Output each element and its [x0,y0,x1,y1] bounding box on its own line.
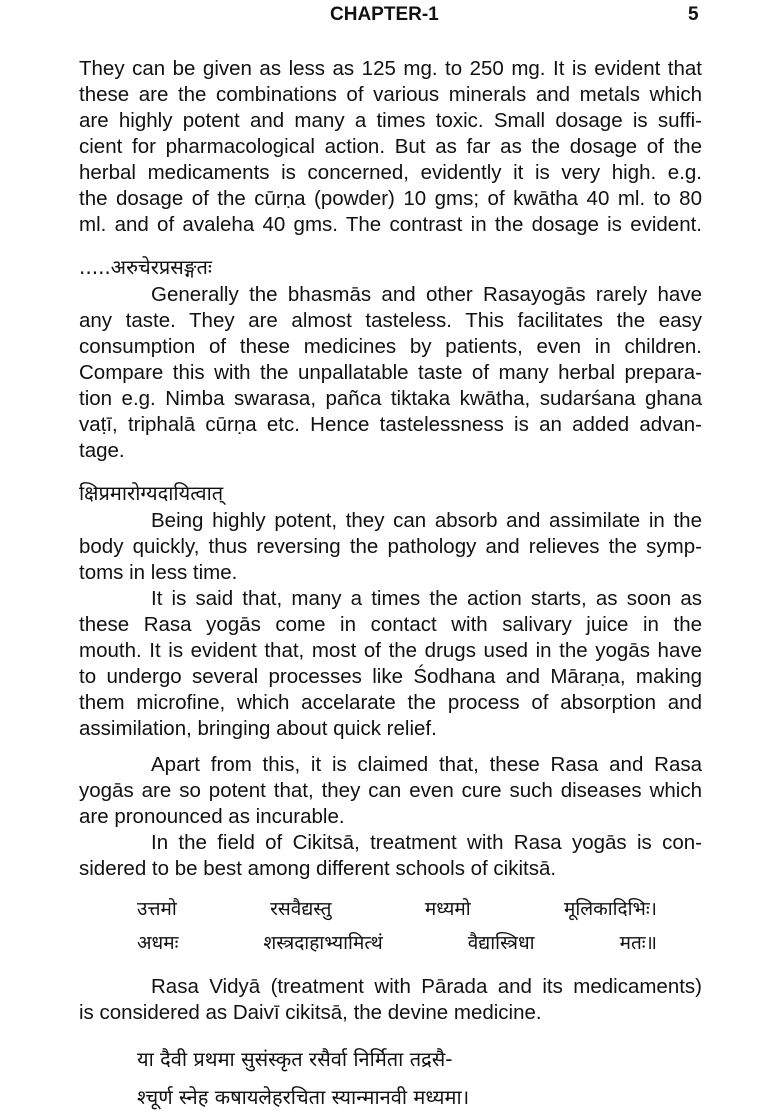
text-line: They can be given as less as 125 mg. to 250 mg. It is evident that [79,57,702,80]
text-line: toms in less time. [79,561,238,584]
text-line: yogās are so potent that, they can even cure such diseases which [79,779,702,802]
text-line: Being highly potent, they can absorb and assimilate in the [151,509,702,532]
verse-word: मतः॥ [619,932,657,954]
verse-word: शस्त्रदाहाभ्यामित्थं [263,932,383,954]
verse-line: श्चूर्ण स्नेह कषायलेहरचिता स्यान्मानवी मध्यमा। [137,1085,470,1109]
verse-word: उत्तमो [137,898,177,920]
text-line: the dosage of the cūrṇa (powder) 10 gms; of kwātha 40 ml. to 80 [79,187,702,210]
text-line: herbal medicaments is concerned, evidently it is very high. e.g. [79,161,702,184]
text-line: Compare this with the unpallatable taste of many herbal prepara- [79,361,702,384]
text-line: are highly potent and many a times toxic. Small dosage is suffi- [79,109,702,132]
text-line: is considered as Daivī cikitsā, the devine medicine. [79,1001,542,1024]
verse-word: अधमः [137,932,179,954]
text-line: are pronounced as incurable. [79,805,345,828]
sanskrit-heading-taste: .....अरुचेरप्रसङ्गतः [79,255,212,279]
sanskrit-heading-quick-relief: क्षिप्रमारोग्यदायित्वात् [79,481,224,505]
text-line: these are the combinations of various minerals and metals which [79,83,702,106]
text-line: them microfine, which accelarate the process of absorption and [79,691,702,714]
text-line: Generally the bhasmās and other Rasayogās rarely have [151,283,702,306]
paragraph-absorption [79,586,702,742]
text-line: body quickly, thus reversing the pathology and relieves the symp- [79,535,702,558]
text-line: ml. and of avaleha 40 gms. The contrast in the dosage is evident. [79,213,702,236]
text-line: sidered to be best among different schools of cikitsā. [79,857,557,880]
paragraph-dosage [79,56,702,238]
sanskrit-verse-daivi [79,1040,702,1116]
verse-word: वैद्यास्त्रिधा [467,932,535,954]
sanskrit-verse-classification [79,892,702,960]
text-line: cient for pharmacological action. But as far as the dosage of the [79,135,702,158]
page-number: 5 [688,4,699,25]
verse-line [137,926,657,960]
verse-line: या दैवी प्रथमा सुसंस्कृत रसैर्वा निर्मिता तद्रसै- [137,1047,453,1071]
page-header [0,4,780,28]
paragraph-rasa-vidya [79,974,702,1026]
text-line: tage. [79,439,125,462]
text-line: any taste. They are almost tasteless. This facilitates the easy [79,309,702,332]
paragraph-taste [79,282,702,464]
verse-word: रसवैद्यस्तु [270,898,332,920]
verse-word: मूलिकादिभिः। [563,898,657,920]
paragraph-cikitsa [79,830,702,882]
paragraph-incurable [79,752,702,830]
text-line: In the field of Cikitsā, treatment with Rasa yogās is con- [151,831,702,854]
text-line: to undergo several processes like Śodhana and Māraṇa, making [79,665,702,688]
text-line: consumption of these medicines by patients, even in children. [79,335,702,358]
text-line: Rasa Vidyā (treatment with Pārada and its medicaments) [151,975,702,998]
text-line: assimilation, bringing about quick relief. [79,717,437,740]
text-line: Apart from this, it is claimed that, these Rasa and Rasa [151,753,702,776]
text-line: It is said that, many a times the action starts, as soon as [151,587,702,610]
page-body [79,56,702,1116]
text-line: vaṭī, triphalā cūrṇa etc. Hence tastelessness is an added advan- [79,413,702,436]
text-line: these Rasa yogās come in contact with salivary juice in the [79,613,702,636]
text-line: mouth. It is evident that, most of the drugs used in the yogās have [79,639,702,662]
text-line: tion e.g. Nimba swarasa, pañca tiktaka kwātha, sudarśana ghana [79,387,702,410]
verse-line [137,892,657,926]
chapter-title: CHAPTER-1 [330,4,439,25]
paragraph-potency [79,508,702,586]
verse-word: मध्यमो [424,898,471,920]
